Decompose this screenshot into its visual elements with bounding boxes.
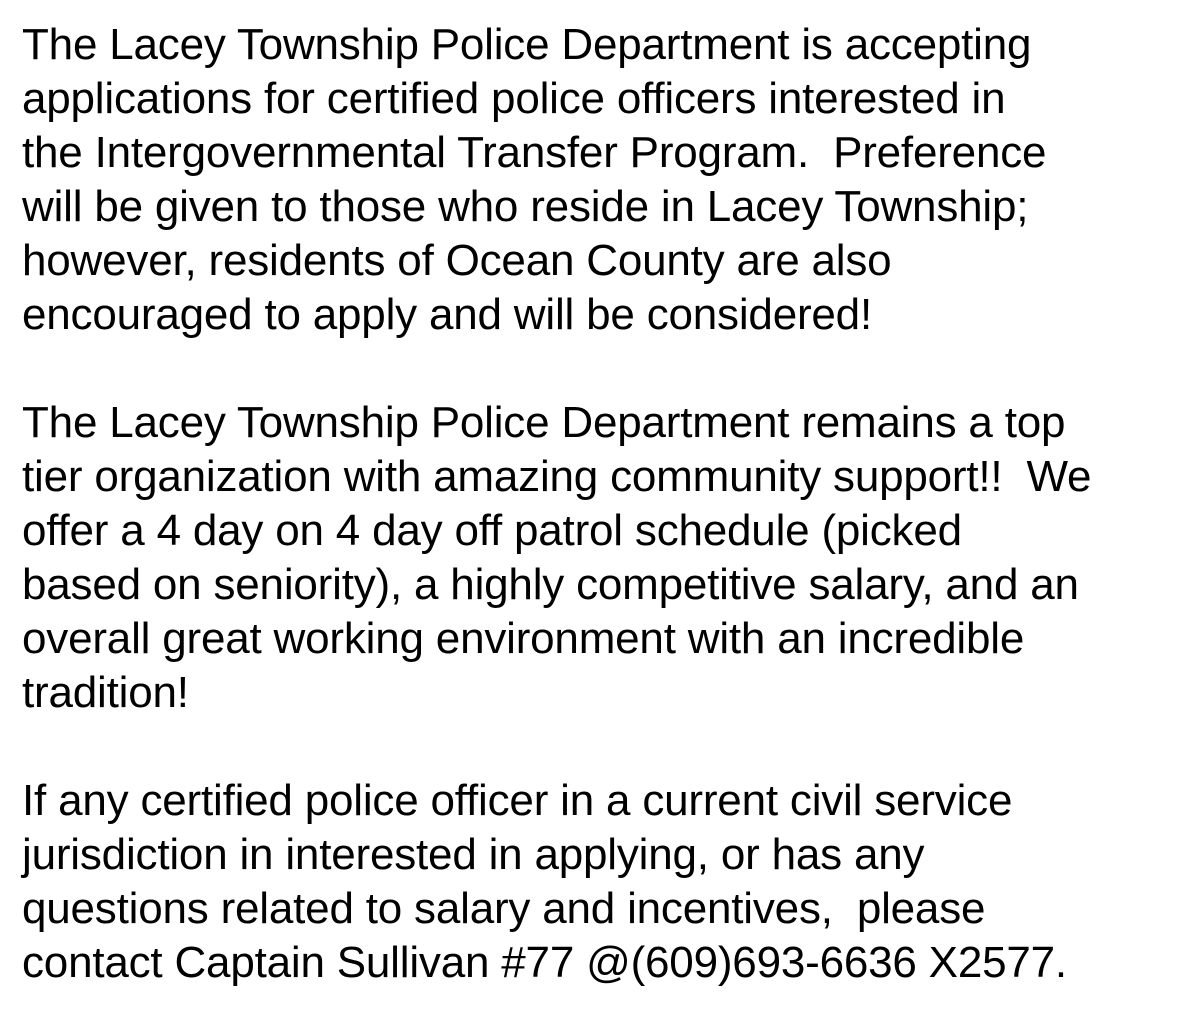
text-line: applications for certified police officers interested in xyxy=(22,74,1006,123)
paragraph-benefits xyxy=(22,396,1182,720)
text-line: The Lacey Township Police Department remains a top xyxy=(22,398,1066,447)
paragraph-contact xyxy=(22,774,1182,990)
text-line: based on seniority), a highly competitive salary, and an xyxy=(22,560,1079,609)
paragraph-recruitment xyxy=(22,18,1182,342)
text-line: will be given to those who reside in Lacey Township; xyxy=(22,182,1029,231)
text-line: questions related to salary and incentives, please xyxy=(22,884,986,933)
text-line: offer a 4 day on 4 day off patrol schedule (picked xyxy=(22,506,962,555)
post-body xyxy=(22,18,1182,990)
text-line: The Lacey Township Police Department is accepting xyxy=(22,20,1032,69)
text-line: tradition! xyxy=(22,668,189,717)
text-line: If any certified police officer in a current civil service xyxy=(22,776,1013,825)
text-line: encouraged to apply and will be considered! xyxy=(22,290,872,339)
text-line: the Intergovernmental Transfer Program. Preference xyxy=(22,128,1047,177)
text-line: tier organization with amazing community support!! We xyxy=(22,452,1092,501)
text-line: overall great working environment with an incredible xyxy=(22,614,1025,663)
text-line: jurisdiction in interested in applying, or has any xyxy=(22,830,925,879)
text-line: contact Captain Sullivan #77 @(609)693-6636 X2577. xyxy=(22,938,1067,987)
text-line: however, residents of Ocean County are also xyxy=(22,236,892,285)
